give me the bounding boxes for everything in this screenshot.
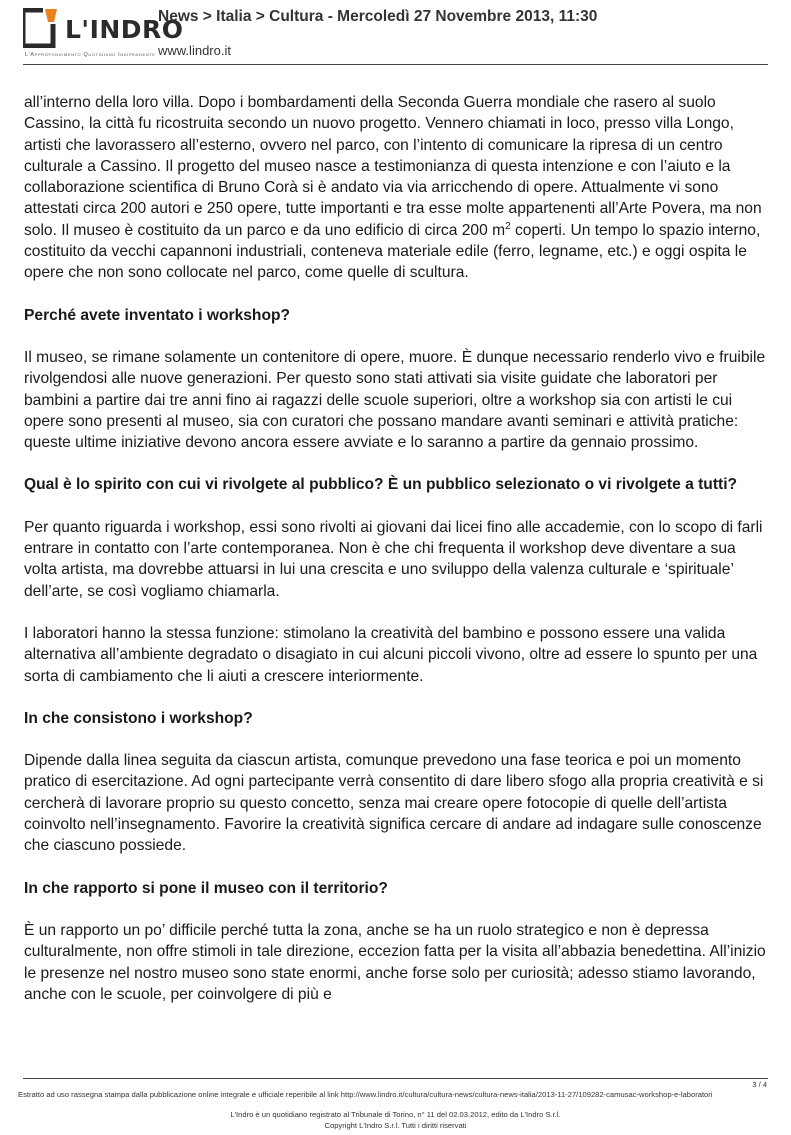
breadcrumb-title: News > Italia > Cultura - Mercoledì 27 Novembre 2013, 11:30 bbox=[158, 8, 598, 25]
footer-extract-note: Estratto ad uso rassegna stampa dalla pubblicazione online integrale e ufficiale reperibile al link http://www.lindro.it/cultura/cultura-news/cultura-news-italia/2013-11-27/109282-camusac-workshop-e-laboratori bbox=[18, 1090, 713, 1099]
page-number: 3 / 4 bbox=[752, 1080, 767, 1089]
question-heading: Qual è lo spirito con cui vi rivolgete al pubblico? È un pubblico selezionato o vi rivolgete a tutti? bbox=[24, 476, 738, 494]
question-heading: In che consistono i workshop? bbox=[24, 709, 253, 727]
logo-text: L'INDRO bbox=[65, 15, 184, 44]
question-heading: Perché avete inventato i workshop? bbox=[24, 306, 291, 324]
logo-tagline: L'Approfondimento Quotidiano Indipendente bbox=[25, 52, 156, 58]
site-url[interactable]: www.lindro.it bbox=[158, 43, 231, 58]
article-body bbox=[24, 92, 769, 1005]
answer-paragraph: I laboratori hanno la stessa funzione: stimolano la creatività del bambino e possono essere una valida alternativa all’ambiente degradato o disagiato in cui alcuni piccoli vivono, oltre ad essere lo spunto per una sorta di cambiamento che li aiuti a crescere interiormente. bbox=[24, 624, 758, 685]
question-heading: In che rapporto si pone il museo con il territorio? bbox=[24, 879, 388, 897]
paragraph-text: coperti. Un tempo lo spazio interno, costituito da vecchi capannoni industriali, conteneva materiale edile (ferro, legname, etc.) e oggi ospita le opere che non sono collocate nel parco, come quelle di scultura. bbox=[24, 221, 761, 282]
logo-mark-icon bbox=[23, 8, 59, 48]
header-divider bbox=[23, 64, 768, 65]
footer-registration: L'Indro è un quotidiano registrato al Tribunale di Torino, n° 11 del 02.03.2012, edito da L'Indro S.r.l. bbox=[230, 1110, 561, 1119]
footer-divider bbox=[23, 1078, 768, 1079]
answer-paragraph: Per quanto riguarda i workshop, essi sono rivolti ai giovani dai licei fino alle accademie, con lo scopo di farli entrare in contatto con l’arte contemporanea. Non è che chi frequenta il workshop deve diventare a sua volta artista, ma dovrebbe attuarsi in lui una crescita e uno sviluppo della valenza culturale e ‘spirituale’ dell’arte, se così vogliamo chiamarla. bbox=[24, 518, 763, 600]
lindro-logo bbox=[23, 8, 184, 60]
paragraph-text: all’interno della loro villa. Dopo i bombardamenti della Seconda Guerra mondiale che rasero al suolo Cassino, la città fu ricostruita secondo un nuovo progetto. Vennero chiamati in loco, presso villa Longo, artisti che lavorassero all’esterno, ovvero nel parco, con l’intento di comunicare la ripresa di un centro culturale a Cassino. Il progetto del museo nasce a testimonianza di questa intenzione e con l’aiuto e la collaborazione scientifica di Bruno Corà si è andato via via arricchendo di opere. Attualmente vi sono attestati circa 200 autori e 250 opere, tutte importanti e tra esse molte appartenenti all’Arte Povera, ma non solo. Il museo è costituito da un parco e da uno edificio di circa 200 m bbox=[24, 94, 762, 239]
superscript: 2 bbox=[505, 220, 511, 232]
page-header bbox=[0, 0, 791, 66]
answer-paragraph: È un rapporto un po’ difficile perché tutta la zona, anche se ha un ruolo strategico e non è depressa culturalmente, non offre stimoli in tale direzione, eccezion fatta per la visita all’abbazia benedettina. All’inizio le presenze nel nostro museo sono state enormi, anche forse solo per curiosità; adesso stiamo lavorando, anche con le scuole, per coinvolgere di più e bbox=[24, 921, 766, 1003]
paragraph-museum-history bbox=[24, 92, 769, 284]
answer-paragraph: Il museo, se rimane solamente un contenitore di opere, muore. È dunque necessario renderlo vivo e fruibile rivolgendosi alle nuove generazioni. Per questo sono stati attivati sia visite guidate che laboratori per bambini a partire dai tre anni fino ai ragazzi delle scuole superiori, oltre a workshop sia con artisti le cui opere sono presenti al museo, sia con curatori che possano mandare avanti seminari e attività pratiche: queste ultime iniziative devono ancora essere avviate e lo saranno a partire da gennaio prossimo. bbox=[24, 348, 766, 452]
footer-copyright: Copyright L'Indro S.r.l. Tutti i diritti riservati bbox=[324, 1121, 467, 1130]
answer-paragraph: Dipende dalla linea seguita da ciascun artista, comunque prevedono una fase teorica e poi un momento pratico di esercitazione. Ad ogni partecipante verrà consentito di dare libero sfogo alla propria creatività e si cercherà di lavorare proprio su questo concetto, senza mai creare opere fotocopie di quelle dell’artista coinvolto nell’insegnamento. Favorire la creatività significa cercare di andare ad indagare sulle conoscenze che ciascuno possiede. bbox=[24, 752, 764, 855]
